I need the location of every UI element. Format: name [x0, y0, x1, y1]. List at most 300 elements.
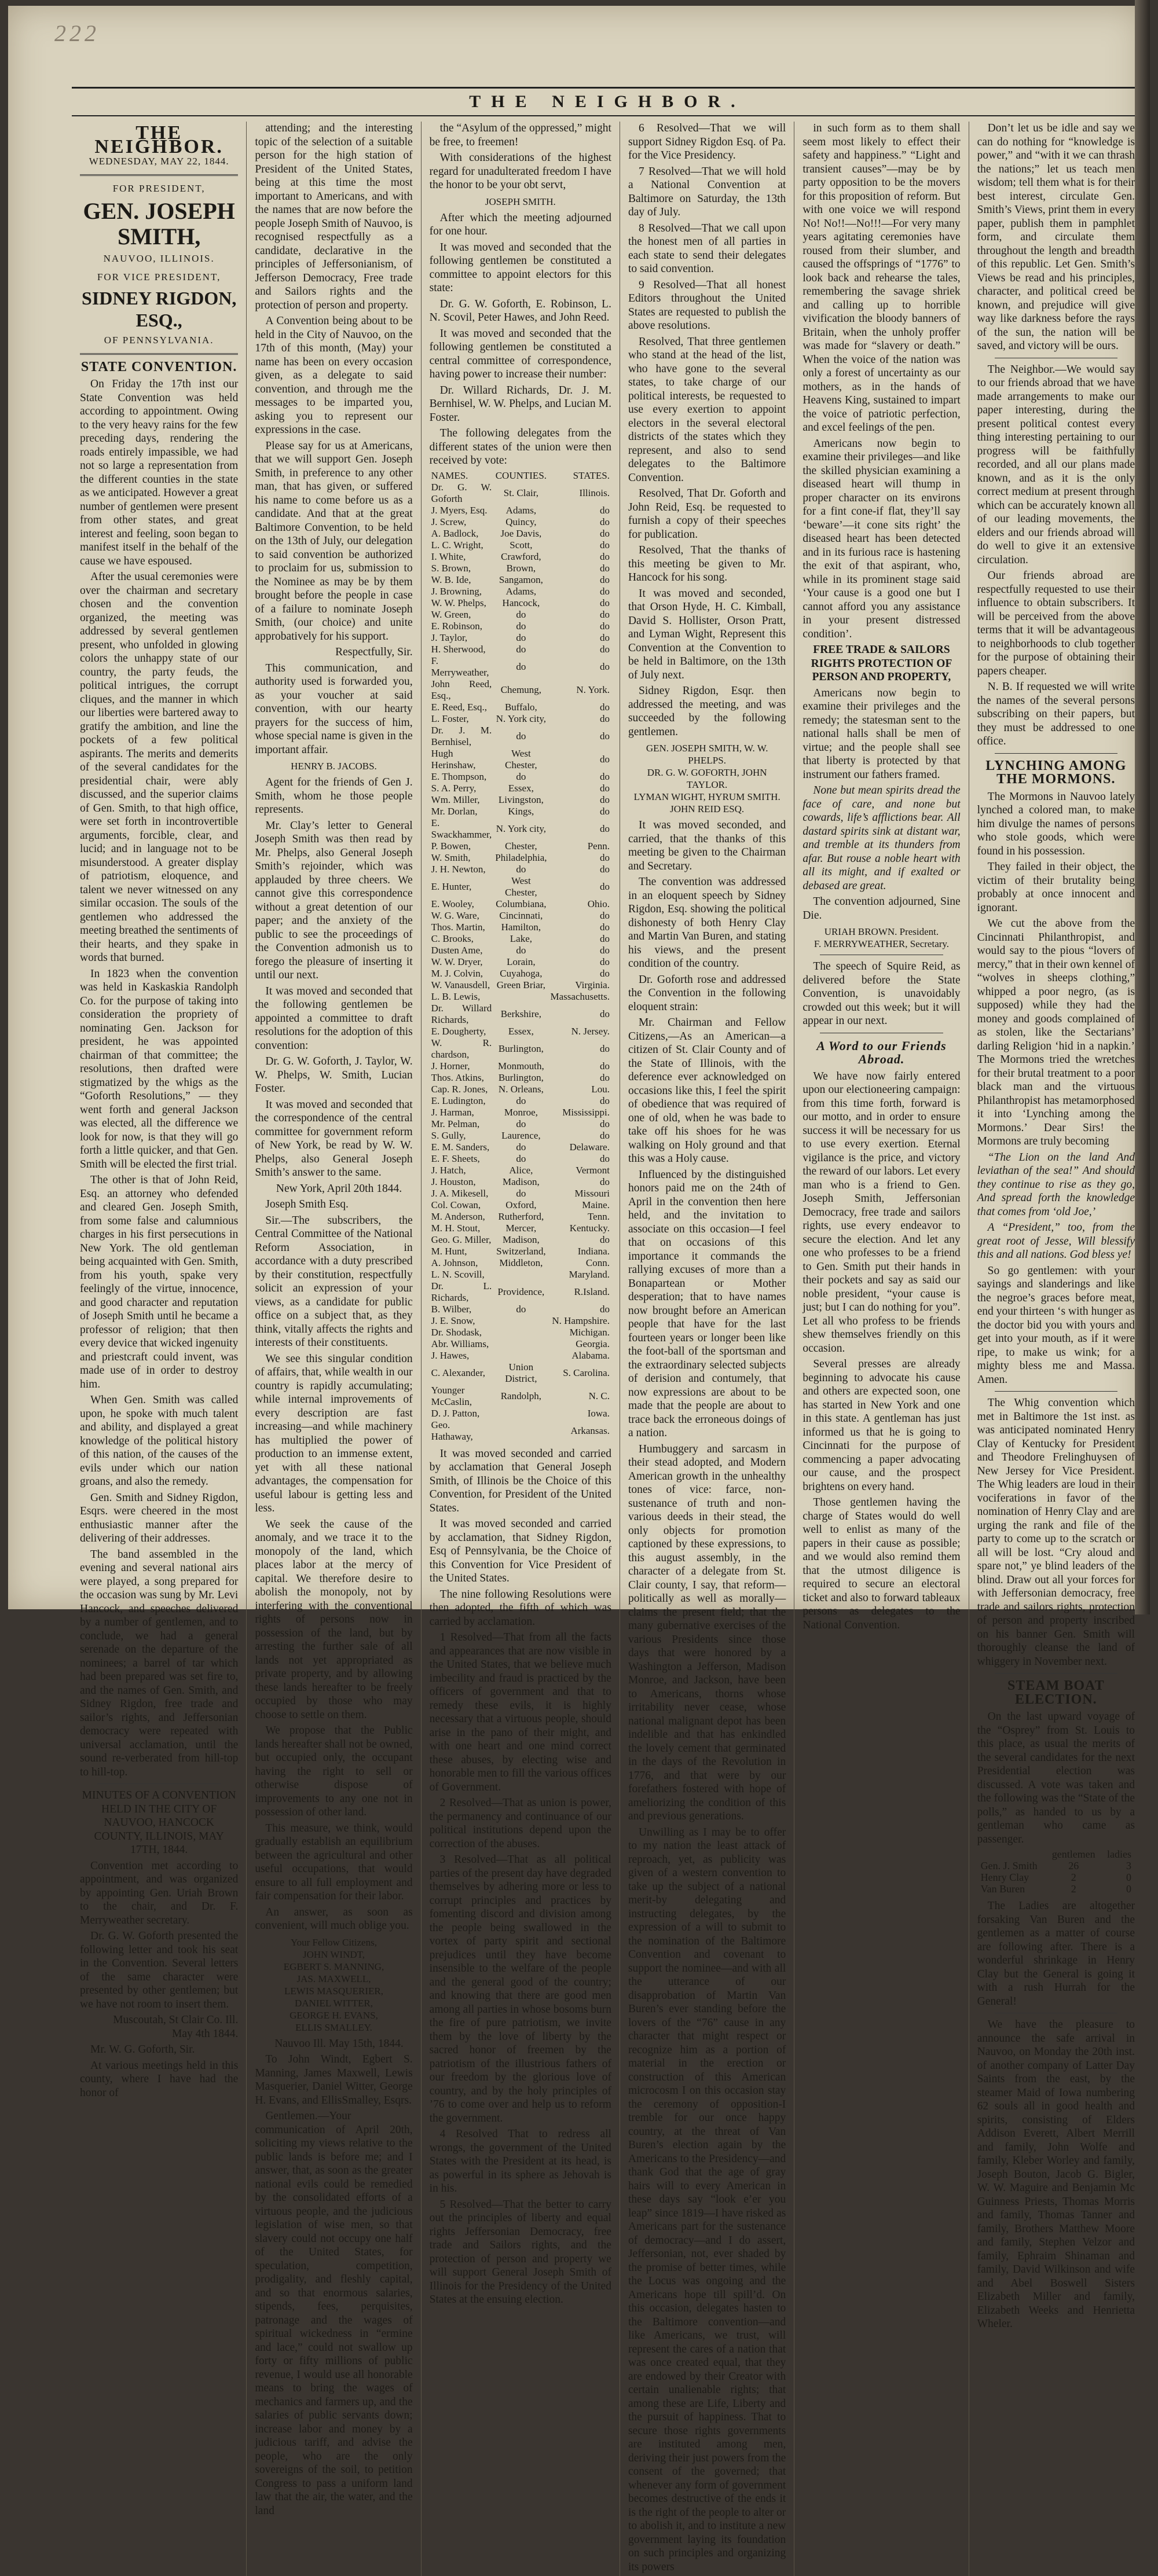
table-cell: Col. Cowan, — [431, 1199, 481, 1210]
column-2 — [246, 122, 420, 2576]
table-cell — [493, 1338, 548, 1350]
table-cell: Dusten Ame, — [431, 944, 483, 956]
table-cell: Dr. G. W. Goforth — [431, 481, 492, 504]
table-cell: Burlington, — [498, 1043, 544, 1054]
table-cell: M. Hunt, — [431, 1245, 467, 1257]
table-cell: S. Brown, — [431, 562, 471, 574]
table-cell: do — [516, 863, 526, 875]
table-cell: Lake, — [510, 933, 532, 944]
table-cell: do — [516, 944, 526, 956]
table-cell: do — [599, 770, 610, 782]
table-row — [977, 1872, 1135, 1883]
minutes-heading: MINUTES OF A CONVENTION HELD IN THE CITY OF NAUVOO, HANCOCK COUNTY, ILLINOIS, MAY 17TH, 1844. — [82, 1789, 236, 1856]
table-cell: J. A. Mikesell, — [431, 1187, 489, 1199]
table-cell: Hancock, — [502, 597, 540, 608]
paragraph: After which the meeting adjourned for one hour. — [429, 211, 611, 237]
paragraph: Agent for the friends of Gen J. Smith, whom he those people represents. — [255, 776, 413, 816]
table-cell: Middleton, — [499, 1257, 543, 1268]
column-3 — [421, 122, 620, 2576]
table-row — [430, 655, 611, 678]
table-cell: do — [599, 794, 610, 805]
table-cell: W. W. Phelps, — [431, 597, 486, 608]
table-row — [430, 516, 611, 528]
table-row — [430, 783, 611, 794]
paragraph: It was moved seconded, and carried, that the thanks of this meeting be given to the Chairman and Secretary. — [628, 819, 786, 872]
table-row — [430, 574, 611, 586]
table-cell: 2 — [1071, 1883, 1076, 1895]
addressee: Joseph Smith Esq. — [265, 1198, 349, 1210]
paragraph: After the usual ceremonies were over the chairman and secretary chosen and the convention organized, the meeting was addressed by several gentlemen present, who unfolded in glowing colors the unhappy state of our country, the party feuds, the political intrigues, the corrupt cliques, and the manner in which our liberties were bartered away to gratify the ambition, and line the pockets of a few political aspirants. The merits and demerits of the several candidates for the presidential chair, were ably discussed, and the superior claims of Gen. Smith, to that high office, were set forth in incontrovertible arguments, forcible, clear, and lucid; and in language not to be misunderstood. A greater display of patriotism, eloquence, and talent we never witnessed on any similar occasion. The souls of the gentlemen who addressed the meeting breathed the sentiments of their hearts, and they spake in words that burned. — [80, 571, 239, 964]
table-row — [430, 1176, 611, 1188]
table-cell: Thos. Atkins, — [431, 1072, 484, 1083]
table-row — [430, 1026, 611, 1037]
table-cell: Laurence, — [501, 1129, 541, 1141]
table-header-row: NAMES. COUNTIES. STATES. — [431, 469, 610, 481]
table-cell: 0 — [1126, 1872, 1131, 1883]
paragraph: With considerations of the highest regard for unadulterated freedom I have the honor to be your obt servt, — [429, 152, 611, 191]
table-row — [430, 586, 611, 597]
table-cell: do — [516, 643, 526, 655]
table-cell: W. R. chardson, — [431, 1037, 492, 1060]
table-row — [430, 1408, 611, 1419]
paragraph: Humbuggery and sarcasm in their stead adopted, and Modern American growth in the unhealthy tones of vice: farce, non-sustenance of truth and non-various deeds in their stead, the only objects for promotion captioned by these expressions, to this august assembly, in the character of a delegate from St. Clair county, I say, that reform—politically as well as morally—claims the present field; that the many gubernative exercises of the various Presidents since those days that were honored by a Washington a Jefferson, Madison Monroe, and Jackson, have been to Americans, thorns whose irritability never cease, whose national malignant depot has been indelible and that has enkindled the lovely cement that germinated in the days of the Revolution in 1776, and that were by our forefathers fostered with hope of ameliorizing the condition of this and previous generations. — [628, 1443, 786, 1822]
paragraph: 2 Resolved—That as union is power, the permanency and continuance of our political institutions depend upon the correction of the abuses. — [429, 1797, 611, 1850]
table-cell: M. Anderson, — [431, 1210, 485, 1222]
paragraph: It was moved and seconded that the following gentlemen be appointed a committee to draft resolutions for the adoption of this convention: — [255, 985, 413, 1052]
paragraph: The Neighbor.—We would say to our friends abroad that we have made arrangements to make our paper interesting, during the present political contest every thing interesting pertaining to our progress will be faithfully recorded, and all our plans made known, and as it is the only correct medium at present through which can be accurately known all of our leading movements, the elders and our friends abroad will do well to give it an extensive circulation. — [977, 363, 1135, 566]
table-cell: 2 — [1071, 1872, 1076, 1883]
table-cell: do — [599, 1043, 610, 1054]
table-cell: N. Jersey. — [571, 1025, 610, 1037]
table-cell: do — [599, 643, 610, 655]
paragraph: We see this singular condition of affairs, that, while wealth in our country is rapidly accumulating; while internal improvements of every description are fast increasing—and while machinery has multiplied the power of production to an immense extent, yet with all these national advantages, the compensation for useful labour is getting less and less. — [255, 1352, 413, 1514]
column-4 — [620, 122, 794, 2576]
table-cell: E. Dougherty, — [431, 1025, 486, 1037]
paragraph: Influenced by the distinguished honors paid me on the 24th of April in the convention then here held, and the invitation to associate on this occasion—I feel that on occasions of this importance it commands the rallying excuses of more than a Bonapartean or Mother desperation; that to have names now brought before an American people that have for the last fourteen years or longer been like the foot-ball of the sportsman and the extraordinary selected subjects of derision and contumely, that now expressions are about to be made that the people are about to trace back the erroneous doings of a nation. — [628, 1168, 786, 1439]
table-row — [430, 991, 611, 1003]
speakers-list: GEN. JOSEPH SMITH, W. W. PHELPS. DR. G. W. GOFORTH, JOHN TAYLOR. LYMAN WIGHT, HYRUM SMITH. JOHN REID ESQ. — [633, 743, 780, 814]
table-cell: E. Ludington, — [431, 1095, 486, 1106]
table-row — [430, 945, 611, 956]
paragraph: An answer, as soon as convenient, will much oblige you. — [255, 1906, 413, 1932]
paragraph: 1 Resolved—That from all the facts and appearances that are now visible in the United States, that we believe much imbecility and fraud is practiced by the officers of government and that to remedy these evils, it is highly necessary that a virtuous people, should arise in the pano of their might, and with one heart and one mind correct these abuses, by electing wise and honorable men to fill the various offices of Government. — [429, 1631, 611, 1793]
table-cell: A. Badlock, — [431, 527, 479, 539]
table-cell: John Reed, Esq., — [431, 678, 492, 701]
table-cell: W. Green, — [431, 608, 471, 620]
table-row — [430, 644, 611, 655]
president-place: NAUVOO, ILLINOIS. — [103, 253, 215, 264]
paragraph: The speech of Squire Reid, as delivered before the State Convention, is unavoidably crowded out this week; but it will appear in our next. — [802, 960, 961, 1027]
table-row — [977, 1883, 1135, 1895]
table-cell: do — [516, 1118, 526, 1129]
committee-signatures: Your Fellow Citizens, JOHN WINDT, EGBERT S. MANNING, JAS. MAXWELL, LEWIS MASQUERIER, DANIEL WITTER, GEORGE H. EVANS, ELLIS SMALLEY. — [283, 1936, 384, 2033]
table-cell: Missouri — [574, 1187, 610, 1199]
verse: None but mean spirits dread the face of care, and none but cowards, life’s afflictions bear. All dastard spirits sink at distant war, and tremble at its thunders from afar. But rouse a noble heart with all its might, and if exalted or debased are great. — [802, 784, 961, 892]
table-cell: do — [599, 1072, 610, 1083]
table-cell: J. E. Snow, — [431, 1315, 475, 1326]
paragraph: The Mormons in Nauvoo lately lynched a colored man, to make him divulge the names of persons who stole goods, which were found in his possession. — [977, 790, 1135, 857]
table-cell: F. Merryweather, — [431, 655, 489, 678]
table-row — [430, 979, 611, 991]
table-cell — [493, 1327, 548, 1338]
table-cell: do — [599, 539, 610, 551]
table-row — [430, 771, 611, 783]
table-cell: Gen. J. Smith — [980, 1860, 1038, 1872]
table-row — [430, 551, 611, 563]
table-cell: Kings, — [508, 805, 534, 817]
table-cell: do — [599, 1095, 610, 1106]
table-cell: M. J. Colvin, — [431, 967, 483, 979]
table-cell: do — [599, 562, 610, 574]
table-cell: J. Harman, — [431, 1106, 474, 1118]
table-row — [430, 1003, 611, 1026]
table-cell: do — [599, 823, 610, 834]
paragraph: We cut the above from the Cincinnati Philanthropist, and would say to the pious “lovers of mercy,” that in their own kennel of “wolves in sheeps clothing,” whipped a poor negro, (as is supposed) while they had the money and goods complained of as stolen, like the Sectarians’ darling Religion ‘hid in a napkin.’ The Mormons tried the wretches for their brutal treatment to a poor black man and the virtuous Philanthropist has metamorphosed it into ‘Lynching among the Mormons.’ Dear Sirs! the Mormons are truly becoming — [977, 918, 1135, 1147]
table-cell: do — [599, 527, 610, 539]
table-cell: Kentucky. — [569, 1222, 610, 1234]
dateline: New York, April 20th 1844. — [276, 1182, 402, 1195]
article-heading-state-convention: STATE CONVENTION. — [80, 359, 237, 375]
table-row — [430, 597, 611, 609]
paragraph: It was moved and seconded that the following gentlemen be constituted a central committee of correspondence, having power to increase their number: — [429, 327, 611, 380]
table-cell: Alice, — [509, 1164, 533, 1176]
paragraph: The convention adjourned, Sine Die. — [802, 896, 961, 922]
table-cell: do — [599, 909, 610, 921]
table-cell: Virginia. — [575, 979, 610, 990]
table-cell: do — [599, 933, 610, 944]
table-cell: Mr. Dorlan, — [431, 805, 478, 817]
paragraph: We have the pleasure to announce the safe arrival in Nauvoo, on Monday the 20th inst. of another company of Latter Day Saints from the east, by the steamer Maid of Iowa numbering 62 souls all in good health and spirits, consisting of Elders Addison Everett, Albert Merrill and family, John Wolfe and family, Kleber Worley and family, Joseph Bouton, Jacob G. Bigler, W. W. Maguire and Benjamin Mc Guinness Priests, Thomas Morris and family, Thomas Tanner and family, Brothers Matthew Moore and family, Stephen Velzor and family, Ephraim Shinaman and family, David Wilkinson and wife and Abel Boswell Sisters Elizabeth Miller and family, Elizabeth Weeks and Henrietta Wheler. — [977, 2019, 1135, 2330]
table-cell — [493, 991, 548, 1003]
table-cell — [493, 1419, 548, 1443]
table-row — [430, 1315, 611, 1327]
article-heading-friends: A Word to our Friends Abroad. — [816, 1038, 947, 1066]
paragraph: Resolved, That Dr. Goforth and John Reid, Esq. be requested to furnish a copy of their speeches for publication. — [628, 487, 786, 541]
table-row — [430, 968, 611, 979]
table-cell: West Chester, — [505, 747, 537, 770]
paragraph: The other is that of John Reid, Esq. an attorney who defended and cleared Gen. Joseph Smith, from some false and calumnious charges in his first persecutions in New York. The old gentleman being acquainted with Gen. Smith, from his youth, spake very feelingly of the virtue, innocence, and good character and reputation of Joseph Smith until he became a professor of religion; that then every device that wicked ingenuity and priestcraft could invent, was made use of in order to destroy him. — [80, 1174, 239, 1390]
table-cell: do — [516, 1095, 526, 1106]
table-cell: Berkshire, — [500, 1008, 542, 1019]
table-cell: L. B. Lewis, — [431, 990, 481, 1002]
paragraph: Dr. Goforth rose and addressed the Convention in the following eloquent strain: — [628, 973, 786, 1013]
table-cell: Hamilton, — [501, 921, 541, 933]
table-cell: I. White, — [431, 551, 466, 562]
table-row — [430, 1327, 611, 1338]
table-row — [430, 910, 611, 922]
table-cell: Abr. Williams, — [431, 1338, 489, 1349]
table-cell — [493, 1315, 548, 1327]
table-row — [430, 609, 611, 621]
table-row — [430, 678, 611, 702]
table-row — [430, 806, 611, 817]
newspaper-page — [8, 6, 1143, 2573]
table-cell: do — [599, 753, 610, 765]
table-row — [430, 540, 611, 551]
table-cell: N. C. — [588, 1390, 610, 1401]
table-cell: Providence, — [497, 1286, 545, 1297]
table-row — [430, 1257, 611, 1269]
table-cell: Adams, — [505, 504, 537, 516]
table-cell: E. Hunter, — [431, 880, 472, 892]
table-row — [430, 1419, 611, 1443]
table-row — [430, 632, 611, 644]
table-cell: do — [599, 852, 610, 863]
table-cell: A. Johnson, — [431, 1257, 478, 1268]
table-cell: N. Hampshire. — [552, 1315, 610, 1326]
table-row — [430, 922, 611, 933]
paragraph: N. B. If requested we will write the names of the several persons subscribing on their papers, but they must be addressed to one office. — [977, 681, 1135, 747]
table-cell: Adams, — [505, 585, 537, 597]
paragraph: They failed in their object, the victim of their brutality being probably at once innocent and ignorant. — [977, 861, 1135, 914]
table-cell: Union District, — [505, 1361, 537, 1384]
table-cell: J. Hawes, — [431, 1349, 470, 1361]
table-row — [430, 1385, 611, 1408]
table-row — [430, 1246, 611, 1257]
table-row — [430, 1107, 611, 1118]
table-cell: Monmouth, — [497, 1060, 544, 1072]
paragraph: On Friday the 17th inst our State Convention was held according to appointment. Owing to the very heavy rains for the few preceding days, rendering the roads entirely impassible, we had not so large a representation from the different counties in the state as we anticipated. However a great number of gentlemen were present from other states, and great interest and feeling, soon began to manifest itself in the behalf of the cause we have espoused. — [80, 378, 239, 567]
table-cell: R.Island. — [574, 1286, 610, 1297]
paragraph: The Ladies are altogether forsaking Van Buren and the gentlemen as a matter of course are following after. There is a wonderful shrinkage in Henry Clay but the General is going it with a rush Hurrah for the General! — [977, 1900, 1135, 2008]
table-cell: 0 — [1126, 1883, 1131, 1895]
article-heading-lynching: LYNCHING AMONG THE MORMONS. — [985, 758, 1127, 787]
paragraph: Mr. Chairman and Fellow Citizens,—As an American—a citizen of St. Clair County and of the State of Illinois, with the deference ever acknowledged on occasions like this, I feel the spirit of obedience that was required of one of old, when he was bade to take off his shoes for he was walking on Holy ground and that this was a Holy cause. — [628, 1017, 786, 1165]
paragraph: We seek the cause of the anomaly, and we trace it to the monopoly of the land, which places labor at the mercy of capital. We therefore desire to abolish the monopoly, not by interfering with the conventional rights of persons now in possession of the land, but by arresting the further sale of all lands not yet appropriated as private property, and by allowing these lands hereafter to be freely occupied by those who may choose to settle on them. — [255, 1518, 413, 1721]
table-row — [430, 1304, 611, 1315]
table-cell: Arkansas. — [570, 1425, 610, 1436]
table-cell: J. Myers, Esq. — [431, 504, 488, 516]
table-row — [430, 1350, 611, 1362]
table-row — [430, 1362, 611, 1385]
article-heading-steamboat: STEAM BOAT ELECTION. — [1007, 1678, 1105, 1707]
table-cell — [493, 1269, 548, 1280]
paragraph: This measure, we think, would gradually establish an equilibrium between the agricultural and other useful occupations, that would ensure to all full employment and fair compensation for their labor. — [255, 1822, 413, 1902]
table-row — [430, 1130, 611, 1142]
table-cell: Cuyahoga, — [500, 967, 543, 979]
table-row — [430, 621, 611, 632]
paragraph: Several presses are already beginning to advocate his cause and others are expected soon, one has started in New York and one in this state. A gentleman has just informed us that he is going to Cincinnati for the purpose of commencing a paper advocating our cause, and the prospect brightens on every hand. — [802, 1358, 961, 1493]
table-cell — [493, 1350, 548, 1362]
table-cell: Hugh Herinshaw, — [431, 747, 476, 770]
table-cell: Mississippi. — [562, 1106, 610, 1118]
table-cell: do — [516, 1187, 526, 1199]
paragraph: 7 Resolved—That we will hold a National Convention at Baltimore on Saturday, the 13th day of July. — [628, 165, 786, 218]
paragraph: 3 Resolved—That as all political parties of the present day have degraded themselves by adhering more or less to corrupt principles and practices by fomenting discord and division among the people being swallowed in the vortex of party spirit and sectional prejudices until they have become insensible to the welfare of the people and the general good of the country; and knowing that there are good men among all parties in whose bosoms burn the fire of pure patriotism, we invite them by the love of liberty by the sacred honor of freemen by the patriotism of the illustrious fathers of our freedom by the glorious love of country, and by the holy principles of ’76 to come over and help us to reform the government. — [429, 1854, 611, 2124]
table-cell: do — [599, 730, 610, 742]
table-cell: Geo. G. Miller, — [431, 1234, 492, 1245]
paragraph: We have now fairly entered upon our electioneering campaign: from this time forth, forward is our motto, and in order to ensure success it will be necessary for us to use every exertion. Eternal vigilance is the price, and victory the reward of our labors. Let every man who is a friend to Gen. Joseph Smith, Jeffersonian Democracy, free trade and sailors rights, use every endeavor to secure the election. And let any one who professes to be a friend to Gen. Smith put their hands in their pockets and say as said our noble president, “your cause is just; but I can do nothing for you”. Let all who profess to be friends shew themselves friendly on this occasion. — [802, 1070, 961, 1355]
paragraph: Mr. Clay’s letter to General Joseph Smith was then read by Mr. Phelps, also General Joseph Smith’s rejoinder, which was applauded by three cheers. We cannot give this correspondence without a great detention of our paper; and the anxiety of the public to see the proceedings of the Convention admonish us to forego the pleasure of inserting it until our next. — [255, 819, 413, 981]
table-cell: Younger McCaslin, — [431, 1384, 472, 1407]
table-cell: Chester, — [505, 840, 537, 852]
table-cell: S. Gully, — [431, 1129, 466, 1141]
table-cell: Alabama. — [571, 1349, 610, 1361]
table-cell: do — [599, 1176, 610, 1187]
table-cell: Quincy, — [505, 516, 537, 527]
paragraph: Please say for us at Americans, that we will support Gen. Joseph Smith, in preference to any other man, that has given, or suffered his name to come before us as a candidate. And that at the great Baltimore Convention, to be held on the 13th of July, our delegation to said convention be authorized to proclaim for us, submission to the Nominee as may be by them brought before the people in case of a failure to nominate Joseph Smith, (our choice) and unite approbatively for his support. — [255, 439, 413, 643]
table-cell: do — [516, 770, 526, 782]
table-cell: do — [516, 1153, 526, 1164]
table-cell: E. Swackhammer, — [431, 817, 492, 840]
table-cell: Tenn. — [587, 1210, 610, 1222]
table-cell: do — [599, 880, 610, 892]
table-cell: do — [599, 713, 610, 724]
table-cell: Van Buren — [980, 1883, 1025, 1895]
paragraph: 5 Resolved—That the better to carry out the principles of liberty and equal rights Jeffersonian Democracy, free trade and Sailors rights, and the protection of person and property we will support General Joseph Smith of Illinois for the Presidency of the United States at the ensuing election. — [429, 2198, 611, 2306]
table-cell: Essex, — [508, 782, 534, 794]
paragraph: Americans now begin to examine their privileges—and like the skilled physician examining a diseased heart will thump in proper character on its environs for a fint cone-if flat, they’ll say ‘beware’—it cone sits right’ the diseased heart has been detected and in its furious race is hastening the exit of that aspirant, who, while in its prominent stage said ‘Your cause is a good one but I cannot afford you any assistance in your present distressed condition’. — [802, 437, 961, 640]
table-row — [430, 748, 611, 771]
table-cell: do — [599, 1129, 610, 1141]
table-cell: J. Browning, — [431, 585, 482, 597]
table-row — [430, 852, 611, 864]
table-row — [430, 1118, 611, 1130]
column-1 — [72, 122, 246, 2576]
table-cell: do — [599, 805, 610, 817]
table-cell: Cincinnati, — [499, 909, 543, 921]
table-cell: do — [516, 1141, 526, 1153]
table-cell: do — [599, 921, 610, 933]
paragraph: We propose that the Public lands hereafter shall not be owned, but occupied only, the occupant having the right to sell or otherwise dispose of improvements to any one not in possession of other land. — [255, 1724, 413, 1818]
table-cell: Illinois. — [579, 487, 610, 498]
table-row — [430, 898, 611, 910]
table-row — [430, 956, 611, 968]
paragraph: It was moved seconded and carried by acclamation that General Joseph Smith, of Illinois be the Choice of this Convention, for President of the United States. — [429, 1447, 611, 1514]
table-row — [430, 794, 611, 806]
table-cell: Buffalo, — [504, 701, 537, 713]
table-cell: do — [599, 516, 610, 527]
nameplate-title: THE NEIGHBOR. — [94, 122, 223, 157]
paragraph: 4 Resolved That to redress all wrongs, the government of the United States with the President at its head, is as powerful in its sphere as Jehovah is in his. — [429, 2128, 611, 2195]
table-cell: Madison, — [503, 1176, 540, 1187]
paragraph: The convention was addressed in an eloquent speech by Sidney Rigdon, Esq. showing the political dishonesty of both Henry Clay and Martin Van Buren, and stating his views, and the present condition of the country. — [628, 876, 786, 970]
table-cell: E. M. Sanders, — [431, 1141, 490, 1153]
table-cell: L. C. Wright, — [431, 539, 483, 551]
table-cell: Cap. R. Jones, — [431, 1083, 488, 1095]
table-row — [430, 1061, 611, 1072]
table-cell: W. W. Dryer, — [431, 956, 483, 967]
table-row — [430, 482, 611, 505]
paragraph: Respectfully, Sir. — [335, 646, 413, 658]
paragraph: in such form as to them shall seem most likely to effect their safety and happiness.” “Light and transient causes”—may be by party opposition to be the movers for this proposition of reform. But with one voice we will respond No! No!!—No!!!—For very many years agitating ceremonies have roused from their slumber, and caused the offsprings of “1776” to look back and rehearse the tales, remembering the savage shriek and calling up to horrible vivification the bloody banners of Britain, when the unholy proffer was made for “slavery or death.” When the voice of the nation was only a forest of uncertainty as our mothers, as in the hands of Heavens King, sustained to impart the voice of patriotic perfection, and excel feelings of the pen. — [802, 122, 961, 434]
table-cell: Madison, — [503, 1234, 540, 1245]
table-cell: Henry Clay — [980, 1872, 1029, 1883]
table-cell: do — [599, 660, 610, 672]
table-cell: do — [599, 863, 610, 875]
paragraph: Don’t let us be idle and say we can do nothing for “knowledge is power,” and “with it we can thrash the nations;” let us teach men wisdom; tell them what is for their best interest, circulate Gen. Smith’s Views, print them in every paper, publish them in pamphlet form, and circulate them throughout the length and breadth of this republic. Let Gen. Smith’s Views be read and his principles, character, and political creed be known, and prejudice will give way like darkness before the rays of the sun, the nation will be saved, and victory will be ours. — [977, 122, 1135, 352]
table-row — [977, 1860, 1135, 1872]
table-cell: W. G. Ware, — [431, 909, 479, 921]
table-row — [430, 875, 611, 898]
flag-motto: FREE TRADE & SAILORS RIGHTS PROTECTION OF PERSON AND PROPERTY, — [811, 644, 952, 683]
table-cell: Mr. Pelman, — [431, 1118, 480, 1129]
table-cell: Lorain, — [507, 956, 536, 967]
table-cell: J. Taylor, — [431, 632, 468, 643]
table-cell: Essex, — [508, 1025, 534, 1037]
table-cell: Burlington, — [498, 1072, 544, 1083]
table-row — [430, 702, 611, 713]
table-cell: Columbiana, — [496, 898, 547, 909]
table-cell: Randolph, — [500, 1390, 542, 1401]
paragraph: The following delegates from the different states of the union were then received by vote: — [429, 427, 611, 467]
table-cell: do — [599, 1060, 610, 1072]
paragraph: attending; and the interesting topic of the selection of a suitable person for the high station of President of the United States, being at this time the most important to Americans, and with the names that are now before the people Joseph Smith of Nauvoo, is recognised respectfully as a candidate, declarative in the principles of Jeffersonianism, of Jefferson Democracy, Free trade and Sailors rights and the protection of person and property. — [255, 122, 413, 311]
paragraph: Those gentlemen having the charge of States would do well well to enlist as many of the papers in their cause as possible; and we would also remind them that the utmost diligence is required to secure an electoral ticket and also to forward tableaux persons as delegates to the National Convention. — [802, 1496, 961, 1631]
table-cell: L. N. Scovill, — [431, 1268, 485, 1280]
table-cell: J. Screw, — [431, 516, 467, 527]
table-cell: do — [599, 597, 610, 608]
table-cell: Maryland. — [569, 1268, 610, 1280]
letter-salutation: Mr. W. G. Goforth, Sir. — [90, 2043, 195, 2056]
table-row — [430, 817, 611, 841]
table-cell: do — [599, 944, 610, 956]
paragraph: Dr. Willard Richards, Dr. J. M. Bernhisel, W. W. Phelps, and Lucian M. Foster. — [429, 384, 611, 424]
table-row — [430, 1223, 611, 1234]
table-cell: B. Wilber, — [431, 1303, 472, 1315]
table-row — [430, 528, 611, 540]
table-cell: Dr. L. Richards, — [431, 1280, 492, 1303]
table-cell: do — [599, 1153, 610, 1164]
table-header-row: gentlemen ladies — [1051, 1848, 1131, 1860]
table-cell: do — [599, 967, 610, 979]
paragraph: Gentlemen.—Your communication of April 20th, soliciting my views relative to the public lands is before me; and I answer, that, as soon as the greater national evils could be remedied by the consolidated efforts of a virtuous people, and the judicious legislation of wise men, so that slavery could not occupy one half of the United States, for speculation, competition, prodigality, and fleshly capital, and so that enormous salaries, stipends, fees, perquisites, patronage and the wages of spiritual wickedness in “ermine and lace,” could not swallow up forty or fifty millions of public revenue, I would use all honorable means to bring the wages of mechanics and farmers up, and the salaries of public servants down; increase labor and money by a judicious tariff, and advise the people, who are the only sovereigns of the soil, to petition Congress to pass a uniform land law that the air, the water, and the land — [255, 2110, 413, 2517]
table-cell: Penn. — [587, 840, 610, 852]
table-row — [430, 713, 611, 725]
table-cell: E. Robinson, — [431, 620, 482, 632]
table-cell: Brown, — [506, 562, 536, 574]
table-cell: do — [599, 1008, 610, 1019]
verse: “The Lion on the land And leviathan of the sea!” And should they continue to rise as they go, And spread forth the knowledge that comes from ‘old Joe,’ — [977, 1151, 1135, 1218]
column-6 — [969, 122, 1143, 2576]
reply-addressee: To John Windt, Egbert S. Manning, James Maxwell, Lewis Masquerier, Daniel Witter, George H. Evans, and EllisSmalley, Esqrs. — [255, 2053, 413, 2107]
president-candidate: GEN. JOSEPH SMITH, — [83, 198, 235, 249]
table-row — [430, 1153, 611, 1165]
poll-table — [977, 1848, 1135, 1895]
table-cell: Thos. Martin, — [431, 921, 485, 933]
for-vp-label: FOR VICE PRESIDENT, — [97, 271, 221, 282]
table-cell: J. Hatch, — [431, 1164, 466, 1176]
paragraph: the “Asylum of the oppressed,” might be free, to freemen! — [429, 122, 611, 148]
table-cell: do — [599, 608, 610, 620]
table-cell: Rutherford, — [498, 1210, 544, 1222]
vp-candidate: SIDNEY RIGDON, ESQ., — [82, 288, 237, 331]
table-cell: do — [516, 730, 526, 742]
table-cell: Dr. Shodask, — [431, 1326, 482, 1338]
table-cell: L. Foster, — [431, 713, 469, 724]
table-row — [430, 1084, 611, 1095]
table-cell: D. J. Patton, — [431, 1407, 480, 1419]
table-cell: W. B. Ide, — [431, 574, 471, 585]
table-cell — [493, 1408, 548, 1419]
table-row — [430, 1234, 611, 1246]
table-cell: do — [599, 585, 610, 597]
issue-date: WEDNESDAY, MAY 22, 1844. — [89, 156, 229, 167]
officers: URIAH BROWN. President. F. MERRYWEATHER, Secretary. — [813, 926, 950, 949]
table-cell: Oxford, — [505, 1199, 537, 1210]
delegates-table — [430, 470, 611, 1443]
table-cell: E. Reed, Esq., — [431, 701, 487, 713]
table-cell: Iowa. — [587, 1407, 610, 1419]
table-row — [430, 563, 611, 574]
table-cell: do — [599, 782, 610, 794]
paragraph: Dr. G. W. Goforth, J. Taylor, W. W. Phelps, W. Smith, Lucian Foster. — [255, 1055, 413, 1095]
table-cell: H. Sherwood, — [431, 643, 486, 655]
paragraph: The nine following Resolutions were then adopted, the fifth of which was carried by acclamation. — [429, 1588, 611, 1628]
paragraph: 8 Resolved—That we call upon the honest men of all parties in each state to send their delegates to said convention. — [628, 222, 786, 275]
columns — [72, 122, 1143, 2573]
table-cell: Livingston, — [498, 794, 544, 805]
